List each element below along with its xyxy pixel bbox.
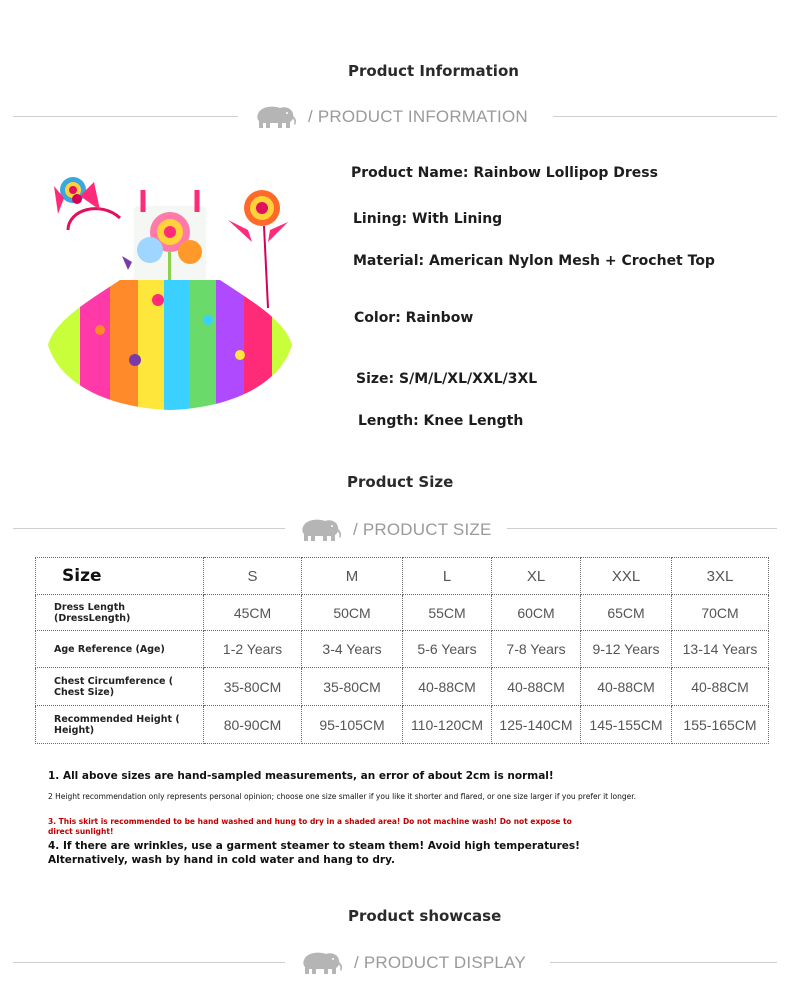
table-row [36, 631, 769, 668]
showcase-divider-label: / PRODUCT DISPLAY [354, 953, 526, 972]
note-2: 2 Height recommendation only represents personal opinion; choose one size smaller if you like it shorter and flared, or one size larger if you prefer it longer. [48, 792, 637, 801]
showcase-section-title: Product showcase [348, 907, 502, 925]
note-1: 1. All above sizes are hand-sampled measurements, an error of about 2cm is normal! [48, 770, 554, 782]
table-cell: 95-105CM [302, 706, 403, 744]
table-cell: 50CM [302, 595, 403, 631]
product-material: Material: American Nylon Mesh + Crochet Top [353, 253, 715, 269]
table-cell: 80-90CM [204, 706, 302, 744]
table-cell: 70CM [672, 595, 769, 631]
table-cell: 9-12 Years [581, 631, 672, 668]
table-cell: 40-88CM [581, 668, 672, 706]
table-cell: 45CM [204, 595, 302, 631]
elephant-icon [252, 104, 298, 130]
showcase-divider [298, 950, 526, 976]
row-label: Chest Circumference ( Chest Size) [36, 668, 204, 706]
table-cell: 35-80CM [302, 668, 403, 706]
table-cell: 65CM [581, 595, 672, 631]
info-section-title: Product Information [348, 62, 519, 80]
product-color: Color: Rainbow [354, 310, 474, 326]
size-section-title: Product Size [347, 473, 454, 491]
info-divider [252, 104, 528, 130]
table-cell: 145-155CM [581, 706, 672, 744]
table-cell: 7-8 Years [492, 631, 581, 668]
divider-line-left [13, 116, 238, 117]
table-cell: 55CM [403, 595, 492, 631]
divider-line-right [550, 962, 777, 963]
table-cell: 40-88CM [672, 668, 769, 706]
note-3: 3. This skirt is recommended to be hand washed and hung to dry in a shaded area! Do not machine wash! Do not expose to direct sunlight! [48, 817, 572, 836]
elephant-icon [298, 950, 344, 976]
size-table [35, 557, 769, 744]
size-corner-label: Size [36, 558, 204, 595]
row-label: Dress Length (DressLength) [36, 595, 204, 631]
divider-line-left [13, 962, 285, 963]
table-cell: 155-165CM [672, 706, 769, 744]
size-header: XL [492, 558, 581, 595]
row-label: Age Reference (Age) [36, 631, 204, 668]
table-cell: 60CM [492, 595, 581, 631]
table-cell: 110-120CM [403, 706, 492, 744]
product-lining: Lining: With Lining [353, 211, 503, 227]
table-cell: 13-14 Years [672, 631, 769, 668]
table-cell: 3-4 Years [302, 631, 403, 668]
table-row [36, 595, 769, 631]
table-cell: 35-80CM [204, 668, 302, 706]
table-cell: 5-6 Years [403, 631, 492, 668]
table-row [36, 668, 769, 706]
table-cell: 125-140CM [492, 706, 581, 744]
size-header: XXL [581, 558, 672, 595]
note-4: 4. If there are wrinkles, use a garment steamer to steam them! Avoid high temperatures! Alternatively, wash by hand in cold water and hang to dry. [48, 840, 580, 866]
divider-line-left [13, 528, 285, 529]
divider-line-right [507, 528, 777, 529]
product-size-list: Size: S/M/L/XL/XXL/3XL [356, 371, 538, 387]
info-divider-label: / PRODUCT INFORMATION [308, 107, 528, 126]
elephant-icon [297, 517, 343, 543]
size-header: M [302, 558, 403, 595]
table-header-row [36, 558, 769, 595]
row-label: Recommended Height ( Height) [36, 706, 204, 744]
size-header: L [403, 558, 492, 595]
table-row [36, 706, 769, 744]
size-header: 3XL [672, 558, 769, 595]
size-header: S [204, 558, 302, 595]
table-cell: 1-2 Years [204, 631, 302, 668]
table-cell: 40-88CM [492, 668, 581, 706]
product-name: Product Name: Rainbow Lollipop Dress [351, 165, 658, 181]
product-length: Length: Knee Length [358, 413, 524, 429]
size-divider-label: / PRODUCT SIZE [353, 520, 492, 539]
product-image [40, 170, 300, 425]
table-cell: 40-88CM [403, 668, 492, 706]
size-divider [297, 517, 492, 543]
divider-line-right [553, 116, 777, 117]
